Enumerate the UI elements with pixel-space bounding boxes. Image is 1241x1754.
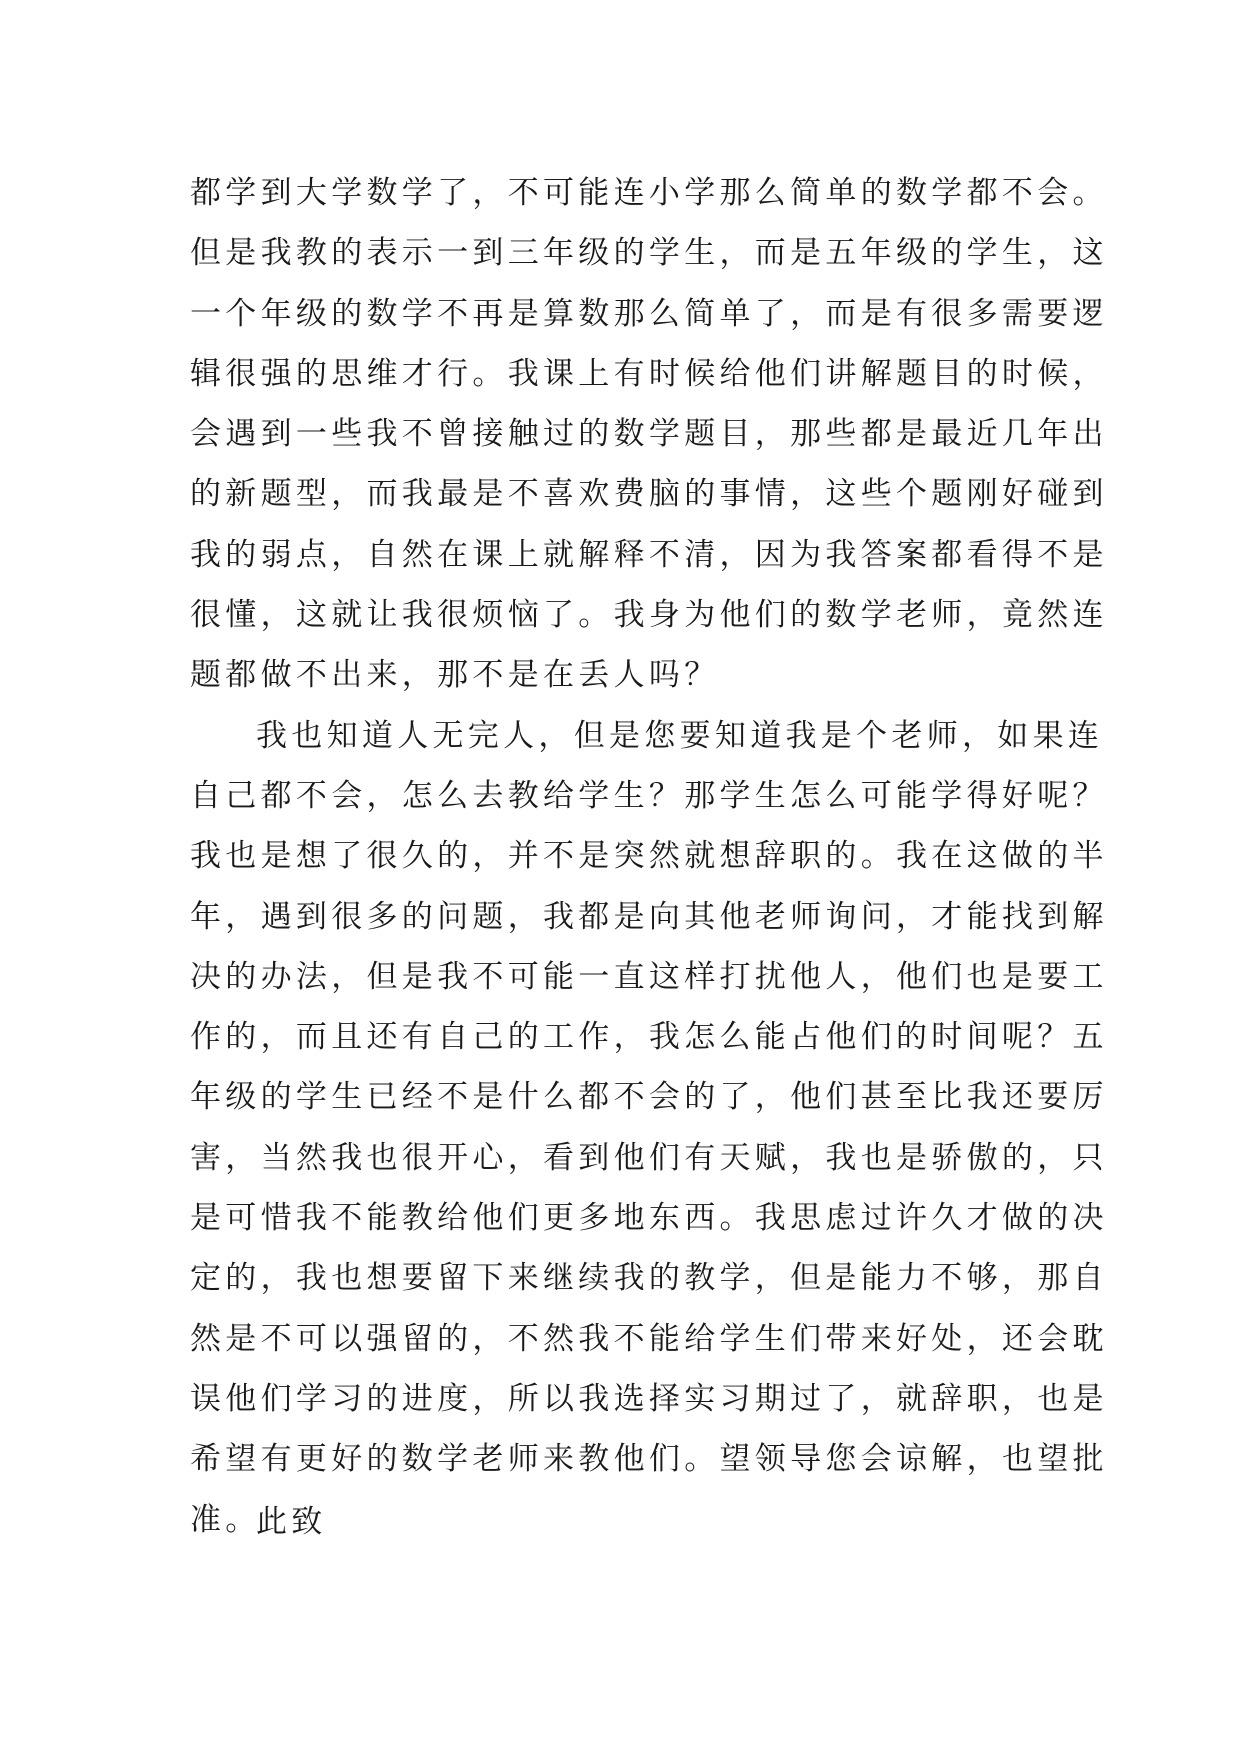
closing-salutation: 此致	[256, 1504, 327, 1540]
text-line: 我的弱点，自然在课上就解释不清，因为我答案都看得不是	[190, 536, 1108, 573]
text-line: 害，当然我也很开心，看到他们有天赋，我也是骄傲的，只	[190, 1139, 1108, 1176]
text-line-indented: 我也知道人无完人，但是您要知道我是个老师，如果连	[256, 717, 1104, 754]
text-line: 题都做不出来，那不是在丢人吗？	[190, 657, 720, 694]
text-line: 年级的学生已经不是什么都不会的了，他们甚至比我还要厉	[190, 1079, 1108, 1116]
text-line: 年，遇到很多的问题，我都是向其他老师询问，才能找到解	[190, 898, 1108, 935]
text-line: 定的，我也想要留下来继续我的教学，但是能力不够，那自	[190, 1260, 1108, 1297]
text-line: 作的，而且还有自己的工作，我怎么能占他们的时间呢？五	[190, 1019, 1108, 1056]
text-line: 很懂，这就让我很烦恼了。我身为他们的数学老师，竟然连	[190, 597, 1108, 634]
text-line: 希望有更好的数学老师来教他们。望领导您会谅解，也望批	[190, 1441, 1108, 1478]
text-line: 然是不可以强留的，不然我不能给学生们带来好处，还会耽	[190, 1320, 1108, 1357]
text-line: 准。	[190, 1501, 261, 1538]
document-body	[190, 163, 1108, 1550]
text-line: 自己都不会，怎么去教给学生？那学生怎么可能学得好呢？	[190, 777, 1108, 814]
text-line: 都学到大学数学了，不可能连小学那么简单的数学都不会。	[190, 175, 1108, 211]
paragraph-2	[190, 706, 1108, 1550]
text-line: 辑很强的思维才行。我课上有时候给他们讲解题目的时候，	[190, 355, 1108, 392]
paragraph-1	[190, 163, 1108, 706]
text-line: 会遇到一些我不曾接触过的数学题目，那些都是最近几年出	[190, 416, 1108, 453]
text-line: 误他们学习的进度，所以我选择实习期过了，就辞职，也是	[190, 1380, 1108, 1417]
text-line: 是可惜我不能教给他们更多地东西。我思虑过许久才做的决	[190, 1200, 1108, 1237]
text-line: 决的办法，但是我不可能一直这样打扰他人，他们也是要工	[190, 958, 1108, 995]
text-line: 一个年级的数学不再是算数那么简单了，而是有很多需要逻	[190, 295, 1108, 332]
text-line: 我也是想了很久的，并不是突然就想辞职的。我在这做的半	[190, 838, 1108, 875]
text-line: 的新题型，而我最是不喜欢费脑的事情，这些个题刚好碰到	[190, 476, 1108, 513]
text-line: 但是我教的表示一到三年级的学生，而是五年级的学生，这	[190, 235, 1108, 272]
